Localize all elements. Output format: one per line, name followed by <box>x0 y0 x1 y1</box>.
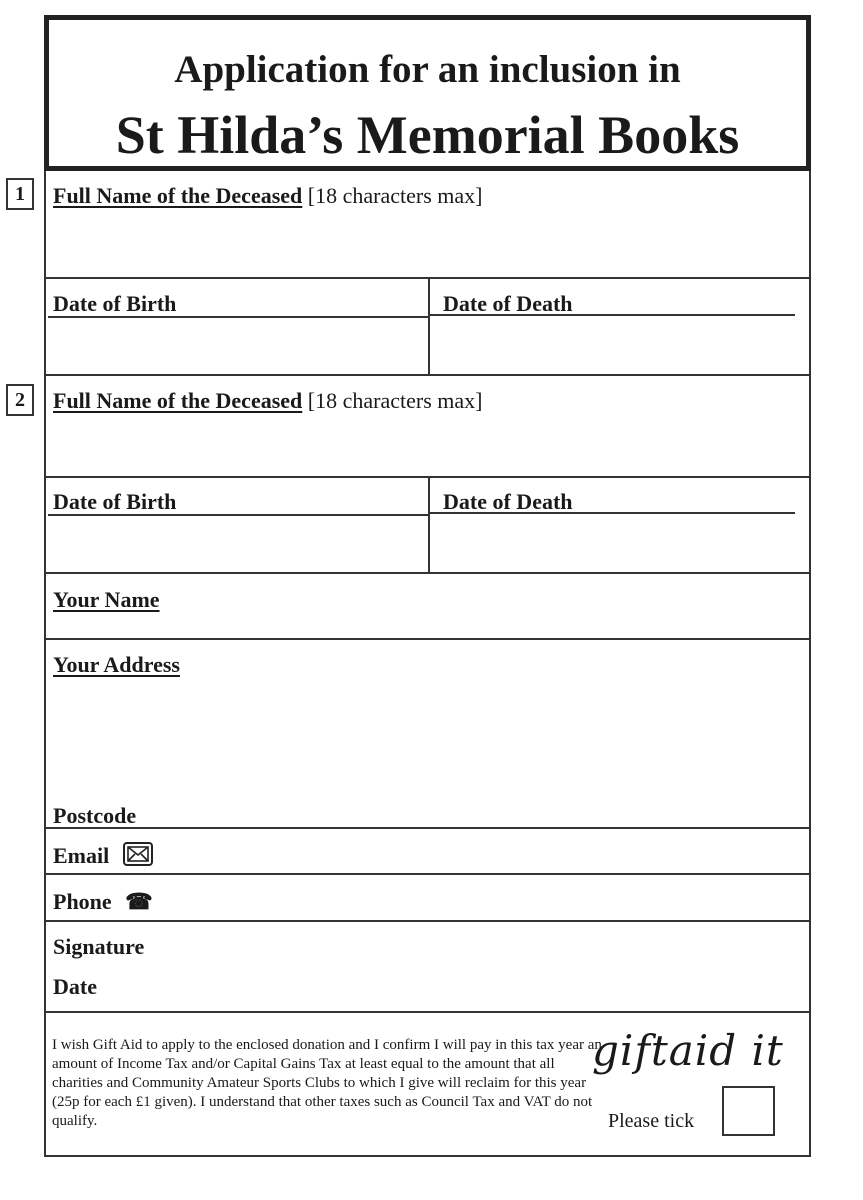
your-address-label: Your Address <box>53 652 180 677</box>
postcode-field[interactable] <box>160 800 805 826</box>
email-field[interactable] <box>170 832 805 870</box>
your-name-label: Your Name <box>53 587 160 612</box>
full-name-note: [18 characters max] <box>307 183 483 208</box>
signature-label: Signature <box>53 934 145 959</box>
date-of-death-field-2[interactable] <box>432 518 808 572</box>
telephone-icon: ☎ <box>125 889 153 914</box>
date-of-birth-field-1[interactable] <box>48 320 426 374</box>
email-label: Email <box>53 843 110 868</box>
full-name-label-text: Full Name of the Deceased <box>53 183 303 208</box>
your-name-field[interactable] <box>215 578 805 634</box>
date-of-birth-field-2[interactable] <box>48 518 426 572</box>
date-field[interactable] <box>120 966 805 1006</box>
entry-number-badge: 1 <box>6 178 34 210</box>
giftaid-logo: giftaid it <box>592 1026 784 1075</box>
date-of-birth-label: Date of Birth <box>53 291 177 316</box>
date-of-death-field-1[interactable] <box>432 320 808 374</box>
phone-label-row <box>53 889 153 915</box>
please-tick-label: Please tick <box>608 1110 695 1132</box>
phone-field[interactable] <box>170 879 805 917</box>
form-title-line2: St Hilda’s Memorial Books <box>115 105 740 165</box>
phone-label: Phone <box>53 889 112 914</box>
date-of-death-label: Date of Death <box>443 291 573 316</box>
date-of-death-label: Date of Death <box>443 489 573 514</box>
entry-number-badge: 2 <box>6 384 34 416</box>
signature-field[interactable] <box>175 926 805 962</box>
email-label-row <box>53 842 153 869</box>
postcode-label: Postcode <box>53 803 137 828</box>
deceased-name-field-1[interactable] <box>48 212 808 276</box>
envelope-icon <box>123 842 153 866</box>
form-title-line1: Application for an inclusion in <box>174 48 681 91</box>
deceased-name-field-2[interactable] <box>48 416 808 474</box>
gift-aid-declaration: I wish Gift Aid to apply to the enclosed donation and I confirm I will pay in this tax year an amount of Income Tax and/or Capital Gains Tax at least equal to the amount that all charities and Community Amateur Sports Clubs to which I give will reclaim for this year (25p for each £1 given). I understand that other taxes such as Council Tax and VAT do not qualify. <box>52 1037 602 1129</box>
your-address-field[interactable] <box>48 682 808 797</box>
full-name-label-text: Full Name of the Deceased <box>53 388 303 413</box>
full-name-label <box>53 388 482 414</box>
full-name-label <box>53 183 482 209</box>
date-label: Date <box>53 974 97 999</box>
form-header <box>44 15 811 171</box>
gift-aid-checkbox[interactable] <box>722 1086 775 1136</box>
date-of-birth-label: Date of Birth <box>53 489 177 514</box>
full-name-note: [18 characters max] <box>307 388 483 413</box>
